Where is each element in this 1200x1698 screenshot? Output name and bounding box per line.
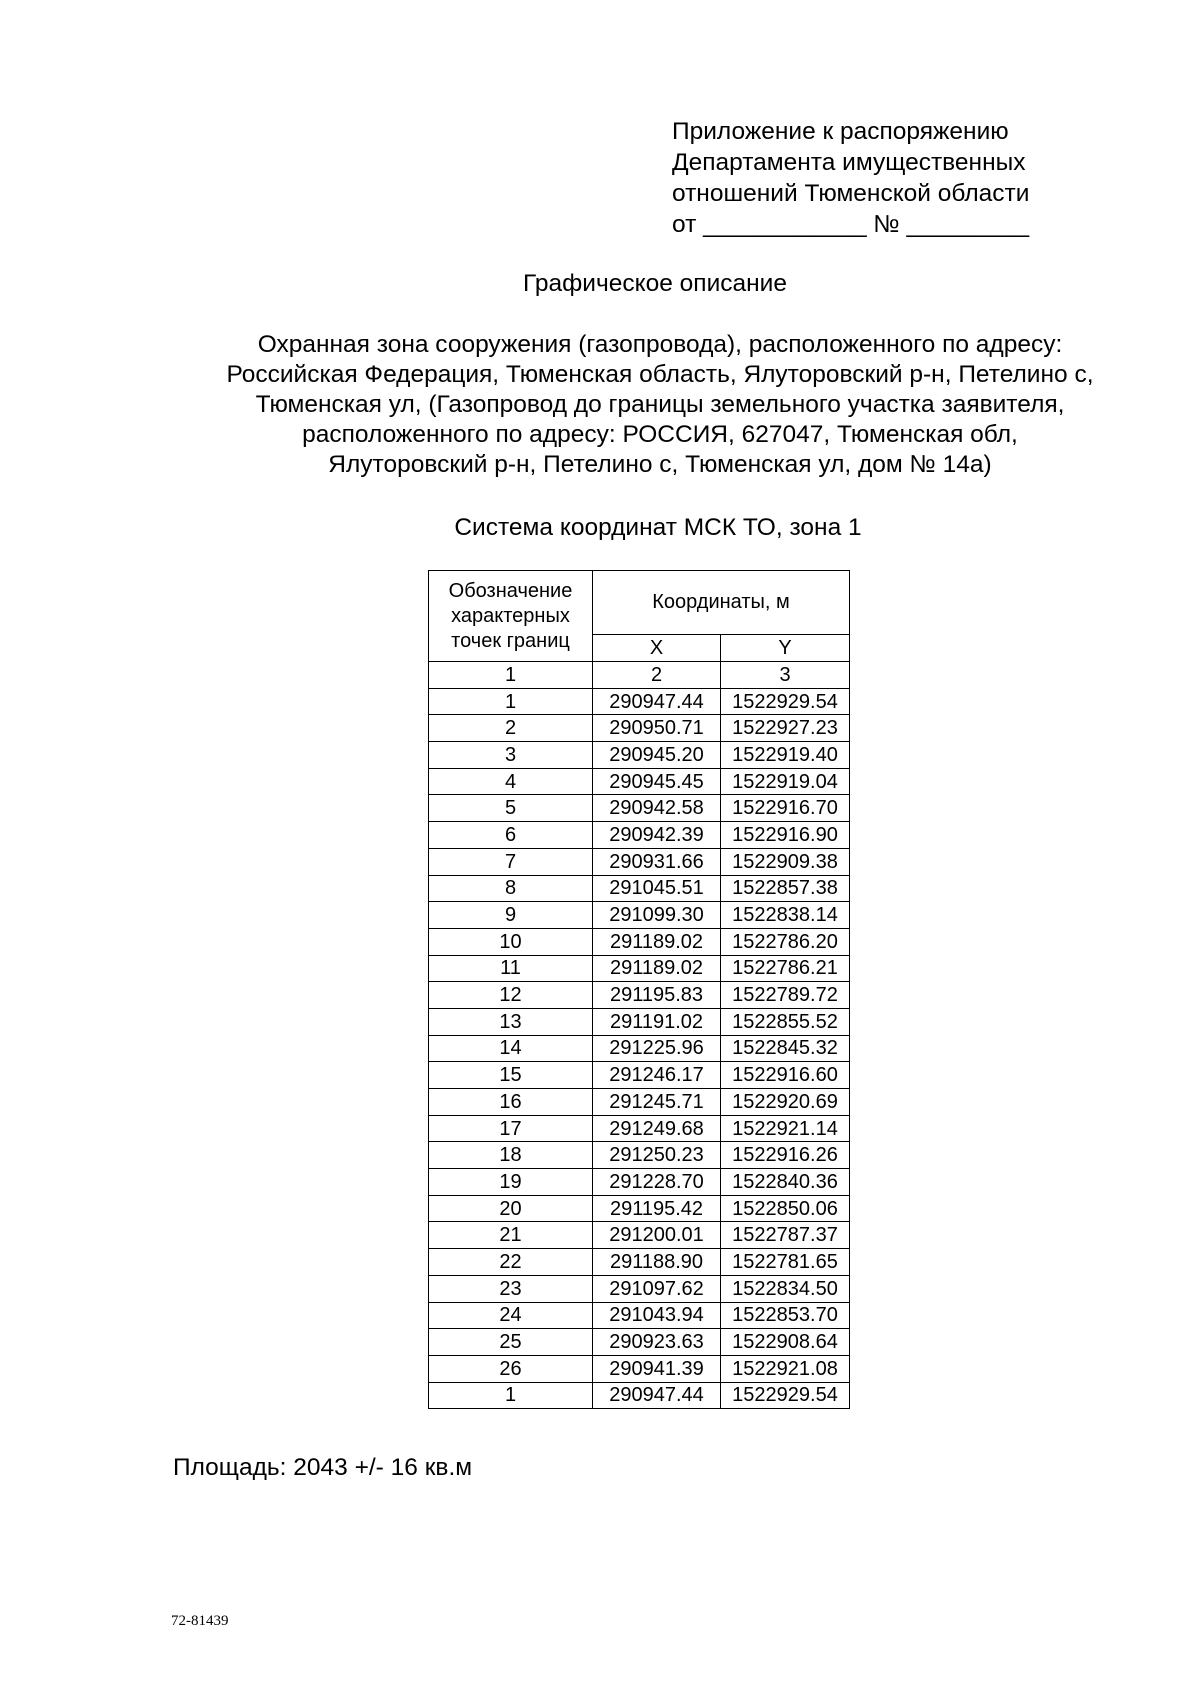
y-coordinate-cell: 1522919.40 (721, 742, 850, 769)
table-row (429, 1035, 850, 1062)
table-row (429, 1115, 850, 1142)
y-coordinate-cell: 1522838.14 (721, 902, 850, 929)
y-coordinate-cell: 1522927.23 (721, 715, 850, 742)
x-coordinate-cell: 291246.17 (593, 1062, 721, 1089)
y-coordinate-cell: 1522855.52 (721, 1008, 850, 1035)
x-coordinate-cell: 290923.63 (593, 1329, 721, 1356)
y-coordinate-cell: 1522850.06 (721, 1195, 850, 1222)
table-row (429, 1062, 850, 1089)
x-coordinate-cell: 290947.44 (593, 688, 721, 715)
table-row (429, 1222, 850, 1249)
appendix-block (672, 116, 1029, 240)
table-row (429, 715, 850, 742)
appendix-line: отношений Тюменской области (672, 180, 1030, 207)
appendix-date-number-line: от ____________ № _________ (672, 211, 1030, 238)
x-coordinate-cell: 290942.58 (593, 795, 721, 822)
column-number: 1 (429, 662, 593, 689)
document-number: 72-81439 (171, 1613, 229, 1629)
table-row (429, 742, 850, 769)
x-coordinate-cell: 291250.23 (593, 1142, 721, 1169)
x-coordinate-cell: 291191.02 (593, 1008, 721, 1035)
y-coordinate-cell: 1522921.14 (721, 1115, 850, 1142)
column-number-row (429, 662, 850, 689)
x-coordinate-cell: 291245.71 (593, 1089, 721, 1116)
table-row (429, 875, 850, 902)
y-coordinate-cell: 1522781.65 (721, 1249, 850, 1276)
y-coordinate-cell: 1522916.60 (721, 1062, 850, 1089)
point-number-cell: 9 (429, 902, 593, 929)
column-number: 3 (721, 662, 850, 689)
point-number-cell: 8 (429, 875, 593, 902)
point-number-cell: 5 (429, 795, 593, 822)
y-coordinate-cell: 1522787.37 (721, 1222, 850, 1249)
document-title: Графическое описание (523, 270, 787, 297)
header-designation (429, 571, 593, 662)
x-coordinate-cell: 291189.02 (593, 955, 721, 982)
table-row (429, 1008, 850, 1035)
x-coordinate-cell: 291099.30 (593, 902, 721, 929)
x-coordinate-cell: 290941.39 (593, 1355, 721, 1382)
zone-description-line: расположенного по адресу: РОССИЯ, 627047, Тюменская обл, (302, 421, 1018, 448)
table-row (429, 1302, 850, 1329)
table-row (429, 955, 850, 982)
point-number-cell: 25 (429, 1329, 593, 1356)
point-number-cell: 13 (429, 1008, 593, 1035)
point-number-cell: 23 (429, 1275, 593, 1302)
x-coordinate-cell: 290931.66 (593, 848, 721, 875)
table-row (429, 768, 850, 795)
table-row (429, 1355, 850, 1382)
table-row (429, 1195, 850, 1222)
point-number-cell: 19 (429, 1169, 593, 1196)
y-coordinate-cell: 1522786.21 (721, 955, 850, 982)
header-designation-line: точек границ (451, 629, 570, 652)
appendix-line: Департамента имущественных (672, 149, 1026, 176)
y-coordinate-cell: 1522921.08 (721, 1355, 850, 1382)
y-coordinate-cell: 1522916.26 (721, 1142, 850, 1169)
point-number-cell: 3 (429, 742, 593, 769)
table-row (429, 982, 850, 1009)
table-row (429, 795, 850, 822)
zone-description-line: Ялуторовский р-н, Петелино с, Тюменская ул, дом № 14а) (328, 451, 992, 478)
x-coordinate-cell: 290947.44 (593, 1382, 721, 1409)
point-number-cell: 18 (429, 1142, 593, 1169)
y-coordinate-cell: 1522920.69 (721, 1089, 850, 1116)
table-row (429, 902, 850, 929)
point-number-cell: 15 (429, 1062, 593, 1089)
x-coordinate-cell: 291249.68 (593, 1115, 721, 1142)
y-coordinate-cell: 1522916.70 (721, 795, 850, 822)
y-coordinate-cell: 1522853.70 (721, 1302, 850, 1329)
x-coordinate-cell: 291200.01 (593, 1222, 721, 1249)
x-coordinate-cell: 291045.51 (593, 875, 721, 902)
y-coordinate-cell: 1522909.38 (721, 848, 850, 875)
y-coordinate-cell: 1522919.04 (721, 768, 850, 795)
point-number-cell: 14 (429, 1035, 593, 1062)
table-row (429, 1275, 850, 1302)
table-row (429, 928, 850, 955)
x-coordinate-cell: 291228.70 (593, 1169, 721, 1196)
table-row (429, 1382, 850, 1409)
x-coordinate-cell: 291195.42 (593, 1195, 721, 1222)
header-x: X (593, 634, 721, 661)
y-coordinate-cell: 1522929.54 (721, 688, 850, 715)
table-row (429, 688, 850, 715)
x-coordinate-cell: 291189.02 (593, 928, 721, 955)
point-number-cell: 6 (429, 822, 593, 849)
table-row (429, 848, 850, 875)
point-number-cell: 17 (429, 1115, 593, 1142)
point-number-cell: 4 (429, 768, 593, 795)
x-coordinate-cell: 291043.94 (593, 1302, 721, 1329)
point-number-cell: 20 (429, 1195, 593, 1222)
x-coordinate-cell: 290950.71 (593, 715, 721, 742)
y-coordinate-cell: 1522908.64 (721, 1329, 850, 1356)
point-number-cell: 10 (429, 928, 593, 955)
appendix-line: Приложение к распоряжению (672, 118, 1009, 145)
table-row (429, 1169, 850, 1196)
header-designation-line: характерных (451, 604, 570, 627)
table-row (429, 1142, 850, 1169)
point-number-cell: 1 (429, 1382, 593, 1409)
y-coordinate-cell: 1522834.50 (721, 1275, 850, 1302)
table-row (429, 1249, 850, 1276)
x-coordinate-cell: 290945.20 (593, 742, 721, 769)
header-designation-line: Обозначение (448, 579, 573, 602)
point-number-cell: 7 (429, 848, 593, 875)
point-number-cell: 24 (429, 1302, 593, 1329)
header-y: Y (721, 634, 850, 661)
point-number-cell: 16 (429, 1089, 593, 1116)
zone-description-line: Тюменская ул, (Газопровод до границы земельного участка заявителя, (255, 391, 1065, 418)
y-coordinate-cell: 1522857.38 (721, 875, 850, 902)
point-number-cell: 26 (429, 1355, 593, 1382)
y-coordinate-cell: 1522916.90 (721, 822, 850, 849)
y-coordinate-cell: 1522845.32 (721, 1035, 850, 1062)
x-coordinate-cell: 291225.96 (593, 1035, 721, 1062)
point-number-cell: 12 (429, 982, 593, 1009)
point-number-cell: 1 (429, 688, 593, 715)
y-coordinate-cell: 1522786.20 (721, 928, 850, 955)
y-coordinate-cell: 1522929.54 (721, 1382, 850, 1409)
table-row (429, 822, 850, 849)
zone-description-line: Охранная зона сооружения (газопровода), расположенного по адресу: (257, 331, 1063, 358)
x-coordinate-cell: 291195.83 (593, 982, 721, 1009)
table-header-row (429, 571, 850, 635)
x-coordinate-cell: 290945.45 (593, 768, 721, 795)
x-coordinate-cell: 291097.62 (593, 1275, 721, 1302)
table-row (429, 1089, 850, 1116)
area-label: Площадь: 2043 +/- 16 кв.м (173, 1454, 473, 1481)
x-coordinate-cell: 291188.90 (593, 1249, 721, 1276)
header-coordinates: Координаты, м (593, 571, 850, 635)
point-number-cell: 21 (429, 1222, 593, 1249)
point-number-cell: 22 (429, 1249, 593, 1276)
x-coordinate-cell: 290942.39 (593, 822, 721, 849)
y-coordinate-cell: 1522789.72 (721, 982, 850, 1009)
point-number-cell: 2 (429, 715, 593, 742)
column-number: 2 (593, 662, 721, 689)
coordinate-system-label: Система координат МСК ТО, зона 1 (454, 514, 862, 541)
y-coordinate-cell: 1522840.36 (721, 1169, 850, 1196)
table-row (429, 1329, 850, 1356)
zone-description-line: Российская Федерация, Тюменская область, Ялуторовский р-н, Петелино с, (226, 361, 1094, 388)
coordinates-table (428, 570, 850, 1409)
point-number-cell: 11 (429, 955, 593, 982)
zone-description (0, 330, 1200, 480)
